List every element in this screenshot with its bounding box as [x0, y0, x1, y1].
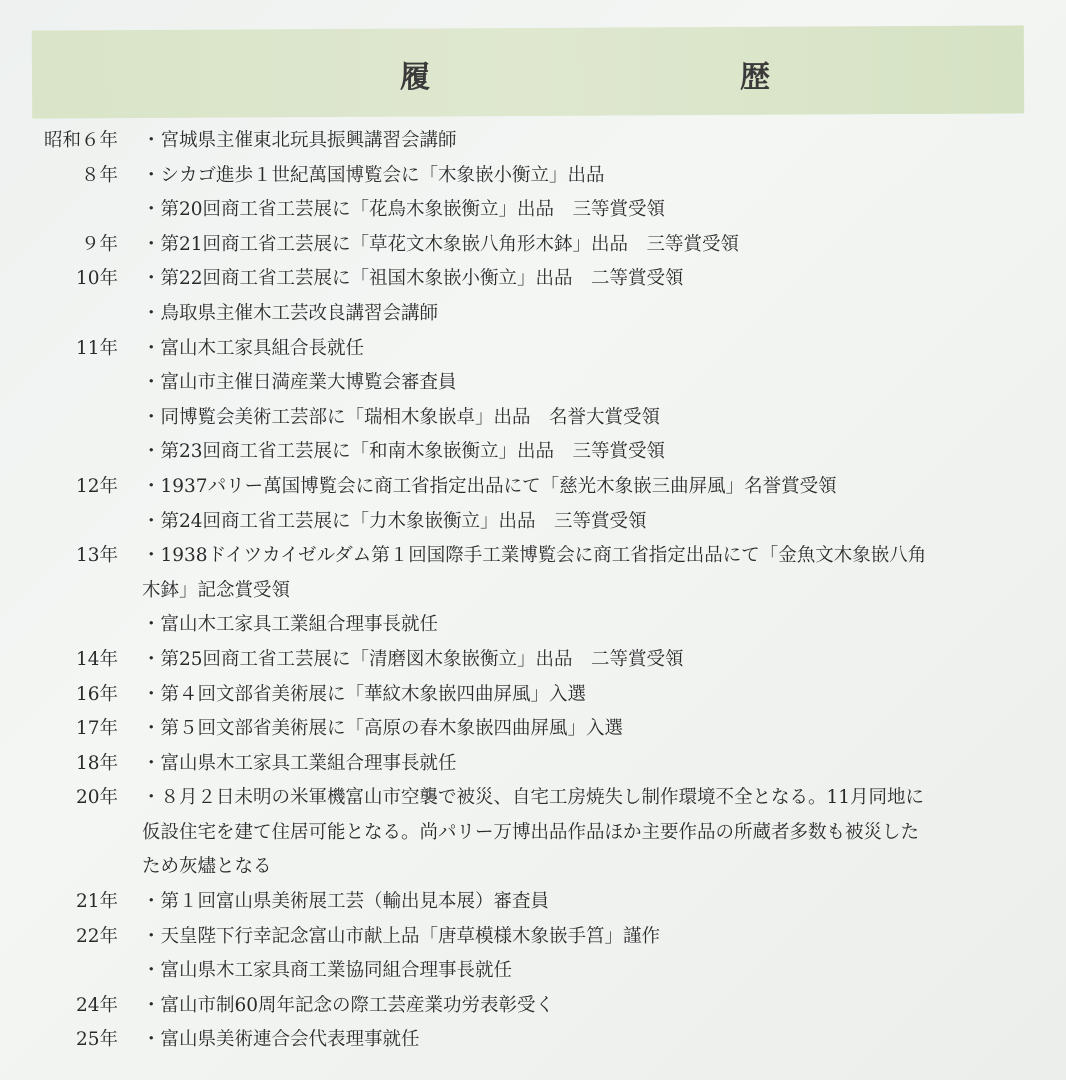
entry-text: ・1937パリー萬国博覧会に商工省指定出品にて「慈光木象嵌三曲屏風」名誉賞受領	[142, 475, 837, 497]
history-entry	[30, 781, 1030, 885]
entry-text: ・富山市制60周年記念の際工芸産業功労表彰受く	[142, 994, 555, 1016]
entry-year: 14年	[75, 648, 118, 670]
entry-year: 24年	[75, 994, 118, 1016]
entry-text-line: 木鉢」記念賞受領	[142, 579, 291, 601]
history-entry	[30, 920, 1030, 955]
history-entry	[30, 159, 1030, 194]
history-entry	[30, 608, 1030, 643]
entry-year: 18年	[75, 752, 118, 774]
history-entry	[30, 262, 1030, 297]
history-entry	[30, 401, 1030, 436]
history-entry	[30, 193, 1030, 228]
history-entry	[30, 297, 1030, 332]
entry-text: ・第22回商工省工芸展に「祖国木象嵌小衡立」出品 二等賞受領	[142, 268, 684, 290]
history-entry	[30, 678, 1030, 713]
entry-text: ・富山木工家具工業組合理事長就任	[142, 614, 439, 636]
entry-text: ・宮城県主催東北玩具振興講習会講師	[142, 130, 457, 151]
entry-year: ８年	[80, 164, 118, 186]
history-entry	[30, 332, 1030, 367]
entry-text	[142, 539, 1014, 608]
page-title: 履 歴	[400, 60, 910, 95]
entry-year: ９年	[80, 233, 118, 255]
entry-text-line: ため灰燼となる	[142, 856, 272, 878]
entry-text: ・富山木工家具組合長就任	[142, 337, 365, 359]
entry-text: ・第25回商工省工芸展に「清磨図木象嵌衡立」出品 二等賞受領	[142, 648, 684, 670]
entry-text	[142, 781, 1014, 885]
entry-text-line: ・８月２日未明の米軍機富山市空襲で被災、自宅工房焼失し制作環境不全となる。11月同地に	[142, 787, 925, 809]
entry-year: 11年	[75, 337, 118, 359]
entry-text: ・鳥取県主催木工芸改良講習会講師	[142, 302, 439, 324]
history-list	[30, 124, 1030, 1058]
entry-year: 21年	[75, 891, 118, 913]
entry-year: 17年	[75, 718, 118, 740]
entry-text: ・富山県美術連合会代表理事就任	[142, 1029, 420, 1051]
entry-text: ・天皇陛下行幸記念富山市献上品「唐草模様木象嵌手筥」謹作	[142, 925, 661, 947]
history-entry	[30, 712, 1030, 747]
entry-year: 22年	[75, 925, 118, 947]
entry-year: 昭和６年	[43, 130, 118, 151]
entry-year: 13年	[75, 545, 118, 567]
entry-year: 10年	[75, 268, 118, 290]
history-entry	[30, 124, 1030, 159]
history-entry	[30, 954, 1030, 989]
history-entry	[30, 435, 1030, 470]
entry-year: 25年	[75, 1029, 118, 1051]
history-entry	[30, 643, 1030, 678]
entry-year: 20年	[75, 787, 118, 809]
entry-text: ・第１回富山県美術展工芸（輸出見本展）審査員	[142, 891, 550, 913]
entry-text-line: 仮設住宅を建て住居可能となる。尚パリー万博出品作品ほか主要作品の所蔵者多数も被災した	[142, 821, 920, 843]
entry-text: ・第23回商工省工芸展に「和南木象嵌衡立」出品 三等賞受領	[142, 441, 666, 463]
history-entry	[30, 747, 1030, 782]
entry-text: ・第５回文部省美術展に「高原の春木象嵌四曲屏風」入選	[142, 718, 624, 740]
entry-text: ・富山県木工家具商工業協同組合理事長就任	[142, 960, 513, 982]
history-entry	[30, 989, 1030, 1024]
history-entry	[30, 539, 1030, 608]
entry-text: ・富山県木工家具工業組合理事長就任	[142, 752, 457, 774]
entry-text: ・第４回文部省美術展に「華紋木象嵌四曲屏風」入選	[142, 683, 587, 705]
entry-year: 16年	[75, 683, 118, 705]
entry-text: ・同博覧会美術工芸部に「瑞相木象嵌卓」出品 名誉大賞受領	[142, 406, 661, 428]
entry-text: ・富山市主催日満産業大博覧会審査員	[142, 372, 457, 394]
entry-text: ・第24回商工省工芸展に「力木象嵌衡立」出品 三等賞受領	[142, 510, 647, 532]
history-entry	[30, 885, 1030, 920]
entry-text: ・第20回商工省工芸展に「花鳥木象嵌衡立」出品 三等賞受領	[142, 199, 666, 221]
history-entry	[30, 366, 1030, 401]
history-entry	[30, 470, 1030, 505]
history-entry	[30, 1023, 1030, 1058]
history-entry	[30, 228, 1030, 263]
history-entry	[30, 505, 1030, 540]
entry-text: ・第21回商工省工芸展に「草花文木象嵌八角形木鉢」出品 三等賞受領	[142, 233, 740, 255]
entry-year: 12年	[75, 475, 118, 497]
entry-text: ・シカゴ進歩１世紀萬国博覧会に「木象嵌小衡立」出品	[142, 164, 605, 186]
entry-text-line: ・1938ドイツカイゼルダム第１回国際手工業博覧会に商工省指定出品にて「金魚文木象嵌八角	[142, 545, 927, 567]
